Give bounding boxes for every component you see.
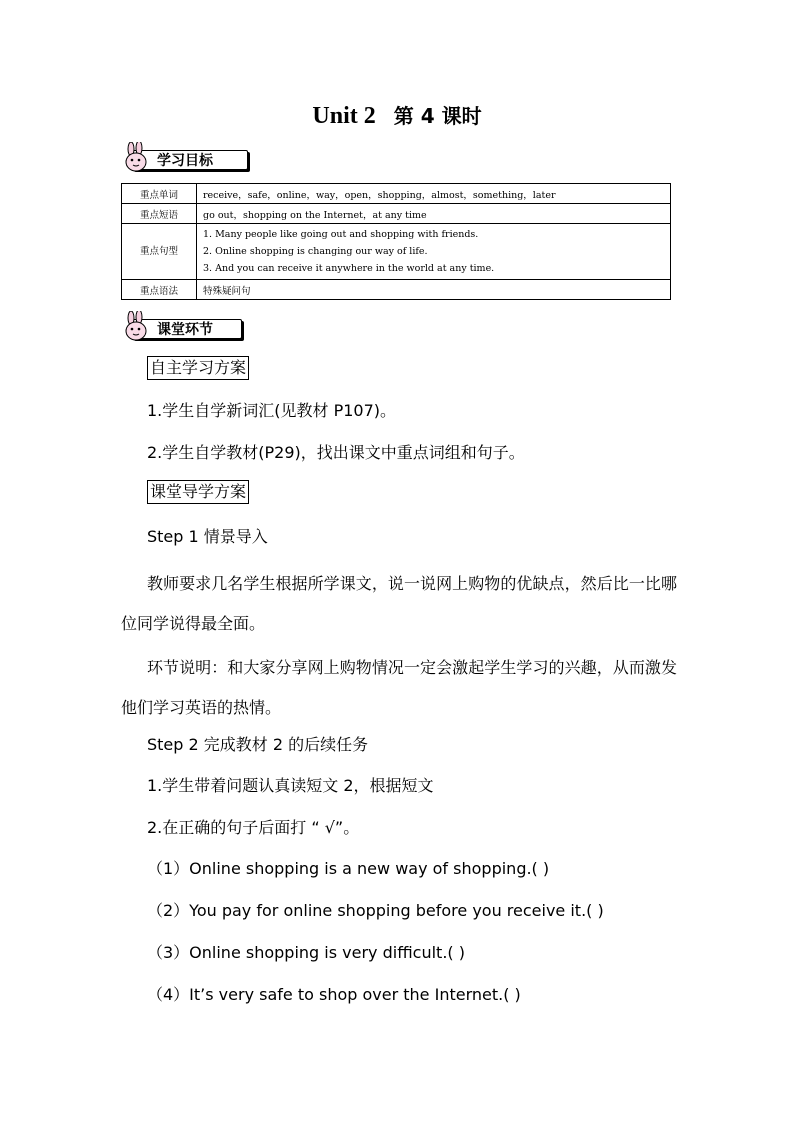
table-row	[122, 184, 671, 204]
step1-title: Step 1 情景导入	[147, 527, 268, 546]
row-value	[197, 224, 671, 280]
question-item: （3）Online shopping is very difficult.( )	[147, 943, 465, 962]
sentence-line: 2. Online shopping is changing our way of life.	[203, 246, 428, 257]
step1-paragraph: 教师要求几名学生根据所学课文，说一说网上购物的优缺点，然后比一比哪位同学说得最全面。	[121, 574, 677, 633]
question-item: （2）You pay for online shopping before you receive it.( )	[147, 901, 604, 920]
table-row	[122, 280, 671, 300]
step1-note: 环节说明：和大家分享网上购物情况一定会激起学生学习的兴趣，从而激发他们学习英语的热情。	[121, 658, 677, 717]
row-key: 重点短语	[122, 204, 197, 224]
row-value: go out，shopping on the Internet，at any time	[197, 204, 671, 224]
lesson-label: 第 4 课时	[393, 104, 482, 128]
row-value: receive，safe，online，way，open，shopping，almost，something，later	[197, 184, 671, 204]
row-key: 重点句型	[122, 224, 197, 280]
step2-item: 2.在正确的句子后面打 “ √”。	[147, 818, 360, 837]
row-value: 特殊疑问句	[197, 280, 671, 300]
sentence-line: 3. And you can receive it anywhere in the world at any time.	[203, 263, 495, 274]
goals-banner	[120, 142, 250, 174]
question-item: （1）Online shopping is a new way of shopping.( )	[147, 859, 550, 878]
self-study-item: 2.学生自学教材(P29)，找出课文中重点词组和句子。	[147, 443, 525, 462]
goals-banner-label: 学习目标	[132, 150, 248, 170]
bunny-icon	[120, 311, 154, 343]
guided-heading: 课堂导学方案	[147, 480, 249, 504]
self-study-item: 1.学生自学新词汇(见教材 P107)。	[147, 401, 397, 420]
row-key: 重点语法	[122, 280, 197, 300]
table-row	[122, 224, 671, 280]
class-banner-label: 课堂环节	[132, 319, 242, 339]
unit-label: Unit 2	[312, 103, 376, 129]
goals-table	[121, 183, 671, 300]
step2-title: Step 2 完成教材 2 的后续任务	[147, 735, 369, 754]
self-study-heading: 自主学习方案	[147, 356, 249, 380]
step2-item: 1.学生带着问题认真读短文 2，根据短文	[147, 776, 434, 795]
bunny-icon	[120, 142, 154, 174]
page-title	[0, 100, 794, 130]
class-banner	[120, 311, 242, 343]
row-key: 重点单词	[122, 184, 197, 204]
table-row	[122, 204, 671, 224]
sentence-line: 1. Many people like going out and shopping with friends.	[203, 229, 479, 240]
question-item: （4）It’s very safe to shop over the Internet.( )	[147, 985, 521, 1004]
